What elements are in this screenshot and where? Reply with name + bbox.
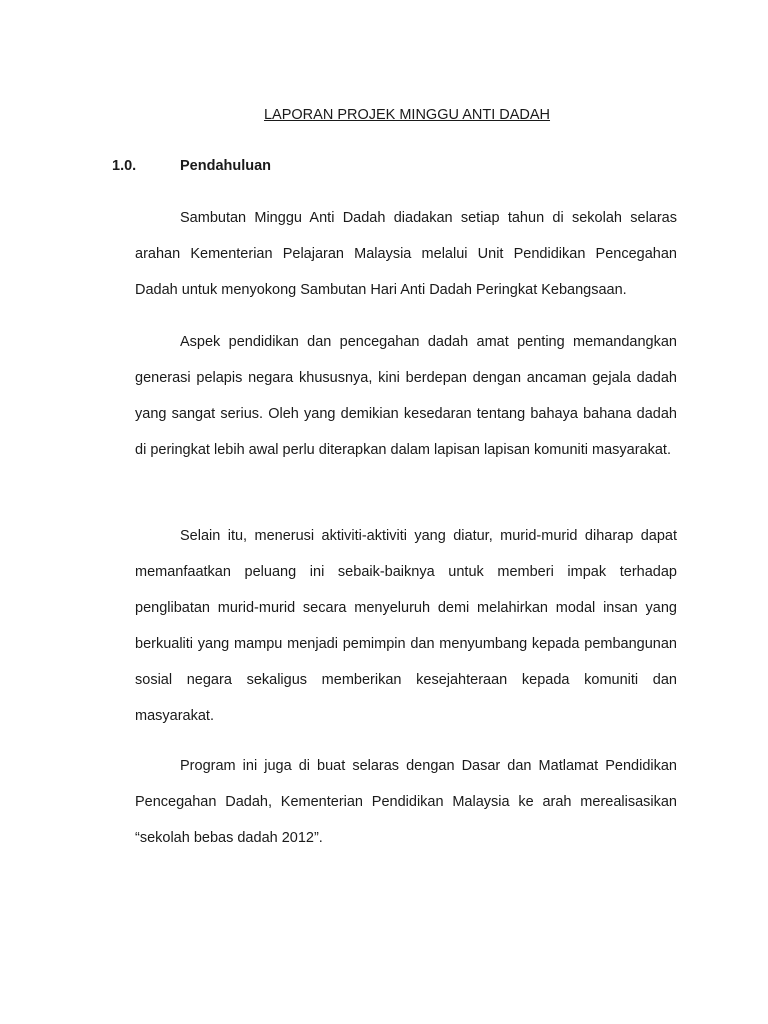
section-number: 1.0.	[112, 158, 137, 174]
document-title: LAPORAN PROJEK MINGGU ANTI DADAH	[263, 107, 551, 123]
paragraph-2: Aspek pendidikan dan pencegahan dadah amat penting memandangkan generasi pelapis negara khususnya, kini berdepan dengan ancaman gejala dadah yang sangat serius. Oleh yang demikian kesedaran tentang bahaya bahana dadah di peringkat lebih awal perlu diterapkan dalam lapisan lapisan komuniti masyarakat.	[135, 334, 677, 458]
section-title: Pendahuluan	[180, 158, 272, 174]
paragraph-4: Program ini juga di buat selaras dengan Dasar dan Matlamat Pendidikan Pencegahan Dadah, Kementerian Pendidikan Malaysia ke arah merealisasikan “sekolah bebas dadah 2012”.	[135, 758, 677, 846]
paragraph-1: Sambutan Minggu Anti Dadah diadakan setiap tahun di sekolah selaras arahan Kementerian Pelajaran Malaysia melalui Unit Pendidikan Pencegahan Dadah untuk menyokong Sambutan Hari Anti Dadah Peringkat Kebangsaan.	[135, 210, 677, 298]
paragraph-3: Selain itu, menerusi aktiviti-aktiviti yang diatur, murid-murid diharap dapat memanfaatkan peluang ini sebaik-baiknya untuk memberi impak terhadap penglibatan murid-murid secara menyeluruh demi melahirkan modal insan yang berkualiti yang mampu menjadi pemimpin dan menyumbang kepada pembangunan sosial negara sekaligus memberikan kesejahteraan kepada komuniti dan masyarakat.	[135, 528, 677, 724]
section-heading	[112, 158, 271, 174]
